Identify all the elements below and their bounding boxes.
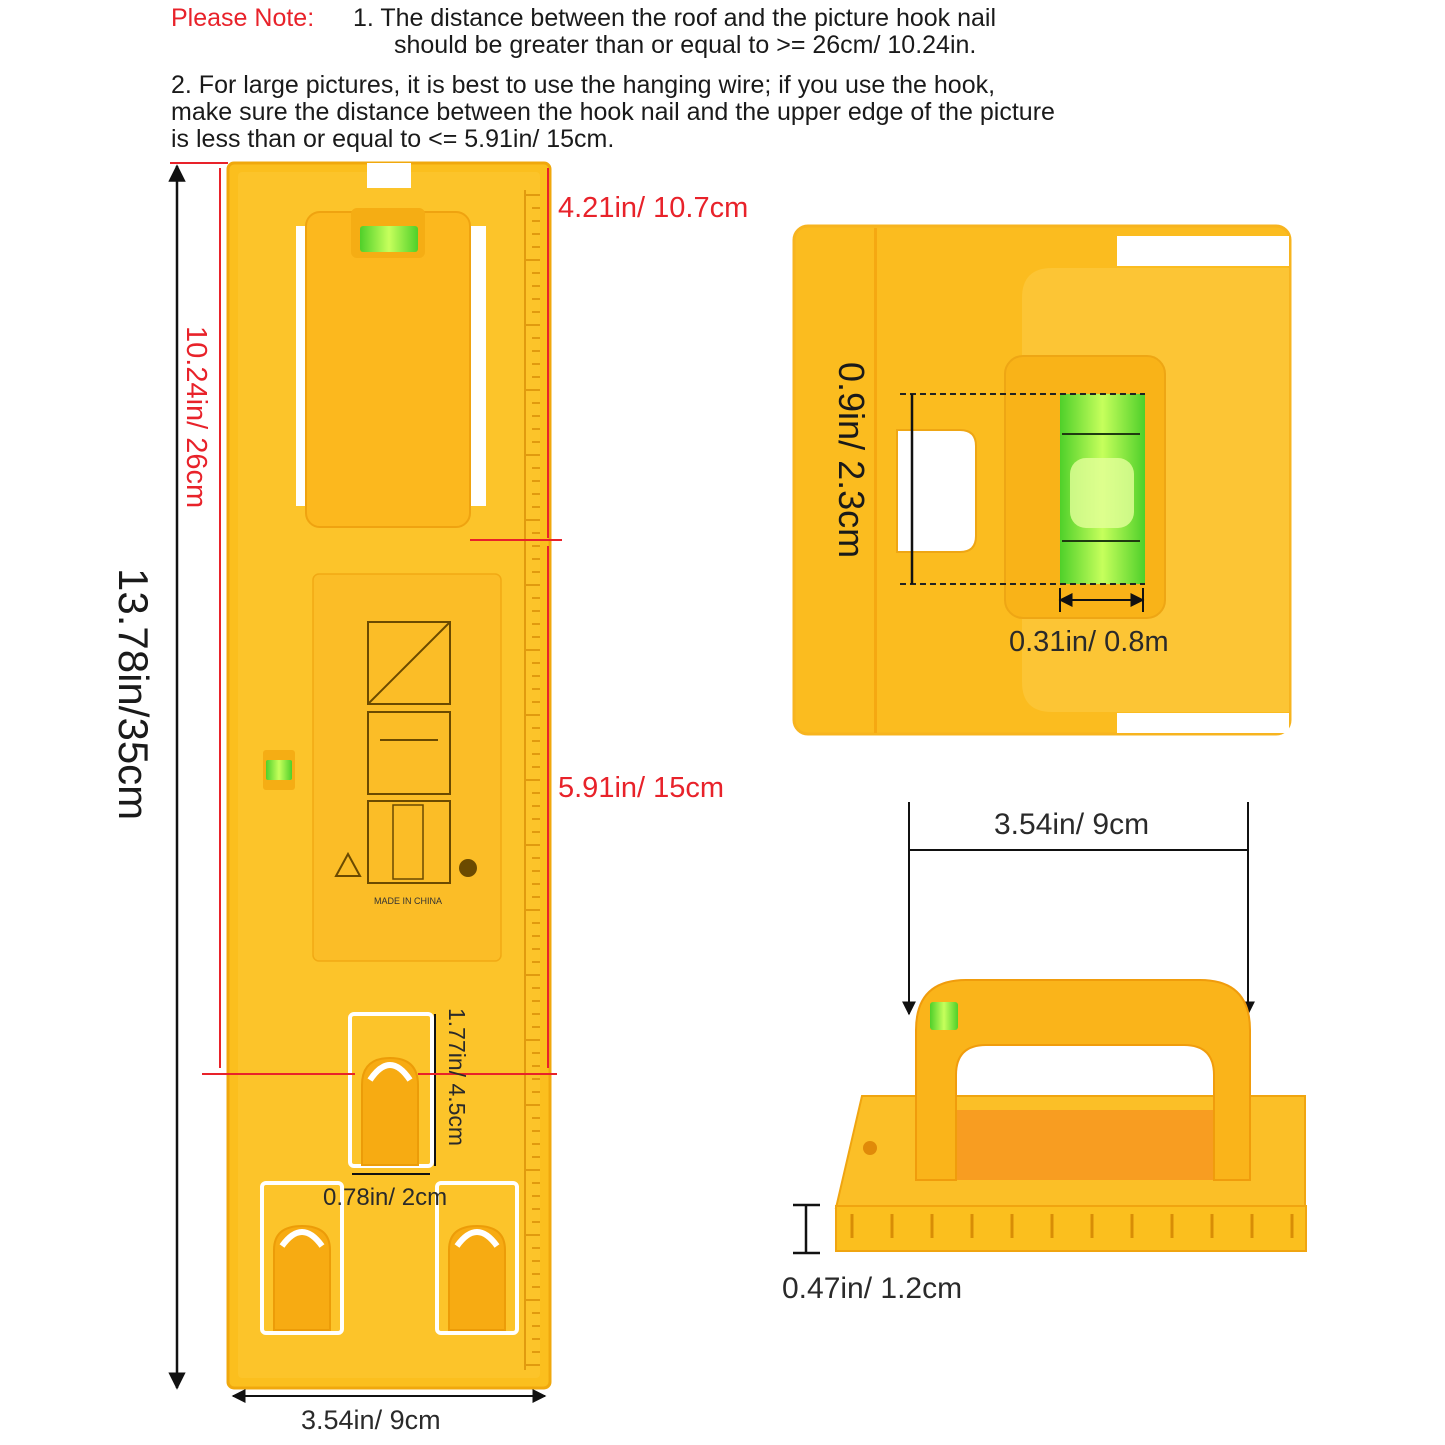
note-line-2c: is less than or equal to <= 5.91in/ 15cm. [171,125,615,153]
label-hook-to-edge: 5.91in/ 15cm [558,772,725,804]
note-prefix: Please Note: [171,4,315,32]
made-in-text: MADE IN CHINA [373,896,443,906]
label-roof-to-nail: 10.24in/ 26cm [180,326,212,509]
note-line-2b: make sure the distance between the hook nail and the upper edge of the picture [171,98,1055,126]
label-thickness: 0.47in/ 1.2cm [782,1272,963,1305]
label-top-to-level: 4.21in/ 10.7cm [558,192,749,224]
age-warning-icon [459,859,477,877]
label-level-height: 0.9in/ 2.3cm [831,362,872,559]
label-handle-width: 3.54in/ 9cm [994,808,1150,841]
top-notch [367,163,411,188]
top-bubble-level [360,226,418,252]
label-total-height: 13.78in/35cm [110,568,157,821]
note-line-1b: should be greater than or equal to >= 26cm/ 10.24in. [394,31,977,59]
label-base-width: 3.54in/ 9cm [301,1405,441,1435]
note-line-2a: 2. For large pictures, it is best to use the hanging wire; if you use the hook, [171,71,996,99]
note-line-1a: 1. The distance between the roof and the picture hook nail [353,4,997,32]
label-slot-height: 1.77in/ 4.5cm [444,1008,470,1147]
side-bubble-level [266,760,292,780]
label-level-width: 0.31in/ 0.8m [1009,626,1169,658]
side-view [793,802,1306,1253]
upper-handle [296,208,486,527]
label-slot-width: 0.78in/ 2cm [323,1184,448,1211]
